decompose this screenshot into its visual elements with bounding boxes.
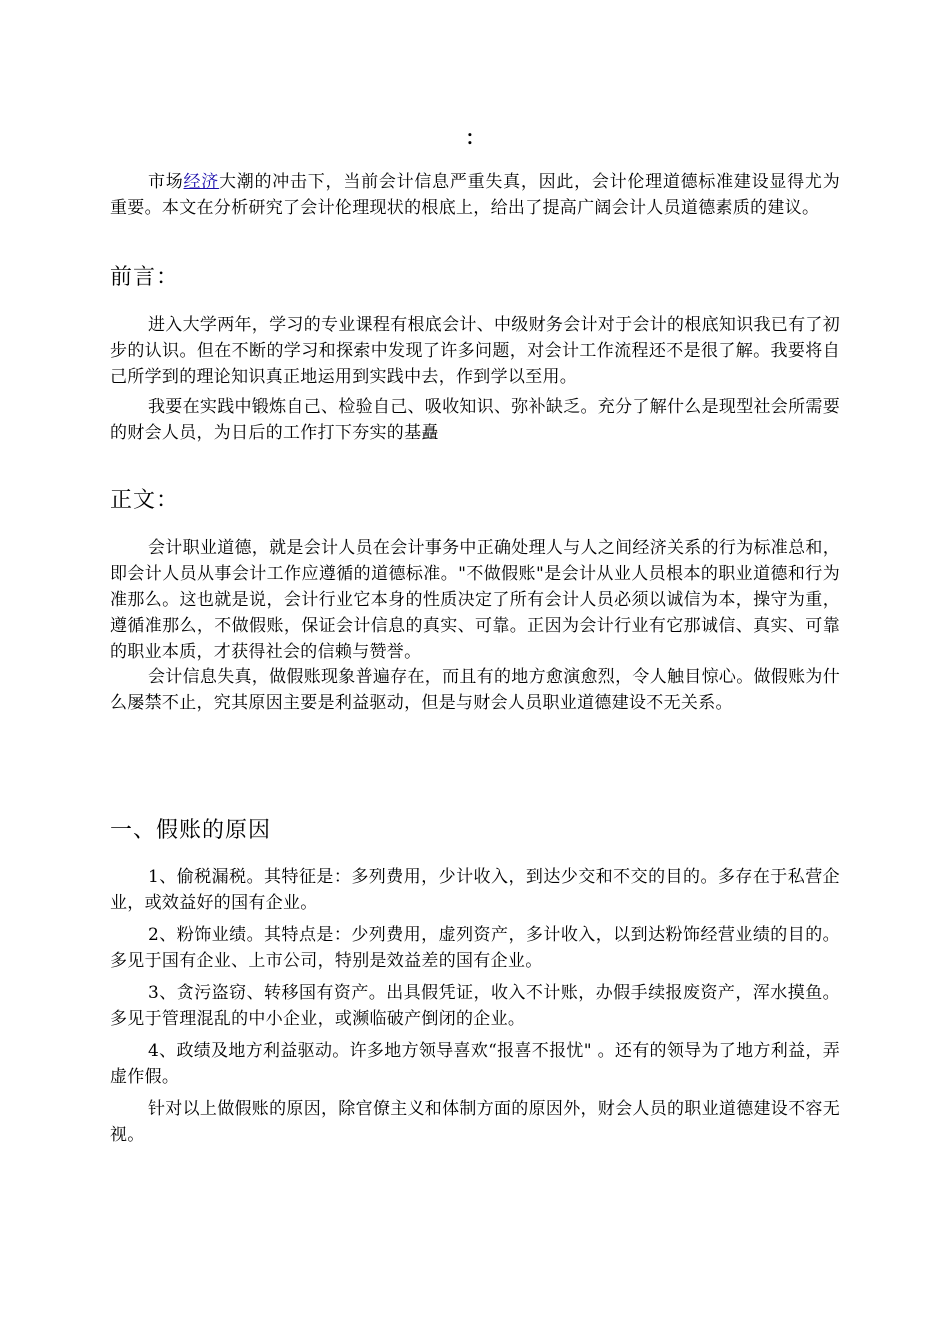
body-paragraph-2: 会计信息失真，做假账现象普遍存在，而且有的地方愈演愈烈，令人触目惊心。做假账为什么屡禁不止，究其原因主要是利益驱动，但是与财会人员职业道德建设不无关系。 [110, 667, 840, 713]
cause-paragraph-2: 2、粉饰业绩。其特点是：少列费用，虚列资产，多计收入，以到达粉饰经营业绩的目的。多见于国有企业、上市公司，特别是效益差的国有企业。 [110, 925, 840, 971]
preface-paragraph-2: 我要在实践中锻炼自己、检验自己、吸收知识、弥补缺乏。充分了解什么是现型社会所需要的财会人员，为日后的工作打下夯实的基矗 [110, 397, 840, 443]
section-one-heading: 一、假账的原因 [110, 818, 272, 843]
preface-paragraph-1: 进入大学两年，学习的专业课程有根底会计、中级财务会计对于会计的根底知识我已有了初步的认识。但在不断的学习和探索中发现了许多问题，对会计工作流程还不是很了解。我要将自己所学到的理论知识真正地运用到实践中去，作到学以至用。 [110, 315, 840, 387]
cause-paragraph-4: 4、政绩及地方利益驱动。许多地方领导喜欢“报喜不报忧" 。还有的领导为了地方利益，弄虚作假。 [110, 1041, 840, 1087]
document-title: ： [465, 127, 485, 149]
cause-summary-paragraph: 针对以上做假账的原因，除官僚主义和体制方面的原因外，财会人员的职业道德建设不容无视。 [110, 1099, 840, 1145]
body-heading: 正文： [110, 488, 180, 513]
economy-link[interactable]: 经济 [183, 172, 220, 192]
abstract-text-rest: 大潮的冲击下，当前会计信息严重失真，因此，会计伦理道德标准建设显得尤为重要。本文在分析研究了会计伦理现状的根底上，给出了提高广阔会计人员道德素质的建议。 [110, 172, 840, 218]
abstract-text-start: 市场 [148, 172, 184, 192]
preface-heading: 前言： [110, 265, 180, 290]
cause-paragraph-3: 3、贪污盗窃、转移国有资产。出具假凭证，收入不计账，办假手续报废资产，浑水摸鱼。多见于管理混乱的中小企业，或濒临破产倒闭的企业。 [110, 983, 840, 1029]
body-paragraph-1: 会计职业道德，就是会计人员在会计事务中正确处理人与人之间经济关系的行为标准总和，即会计人员从事会计工作应遵循的道德标准。"不做假账"是会计从业人员根本的职业道德和行为准那么。这也就是说，会计行业它本身的性质决定了所有会计人员必须以诚信为本，操守为重，遵循准那么，不做假账，保证会计信息的真实、可靠。正因为会计行业有它那诚信、真实、可靠的职业本质，才获得社会的信赖与赞誉。 [110, 538, 840, 662]
abstract-paragraph [110, 169, 840, 221]
cause-paragraph-1: 1、偷税漏税。其特征是：多列费用，少计收入，到达少交和不交的目的。多存在于私营企业，或效益好的国有企业。 [110, 867, 840, 913]
